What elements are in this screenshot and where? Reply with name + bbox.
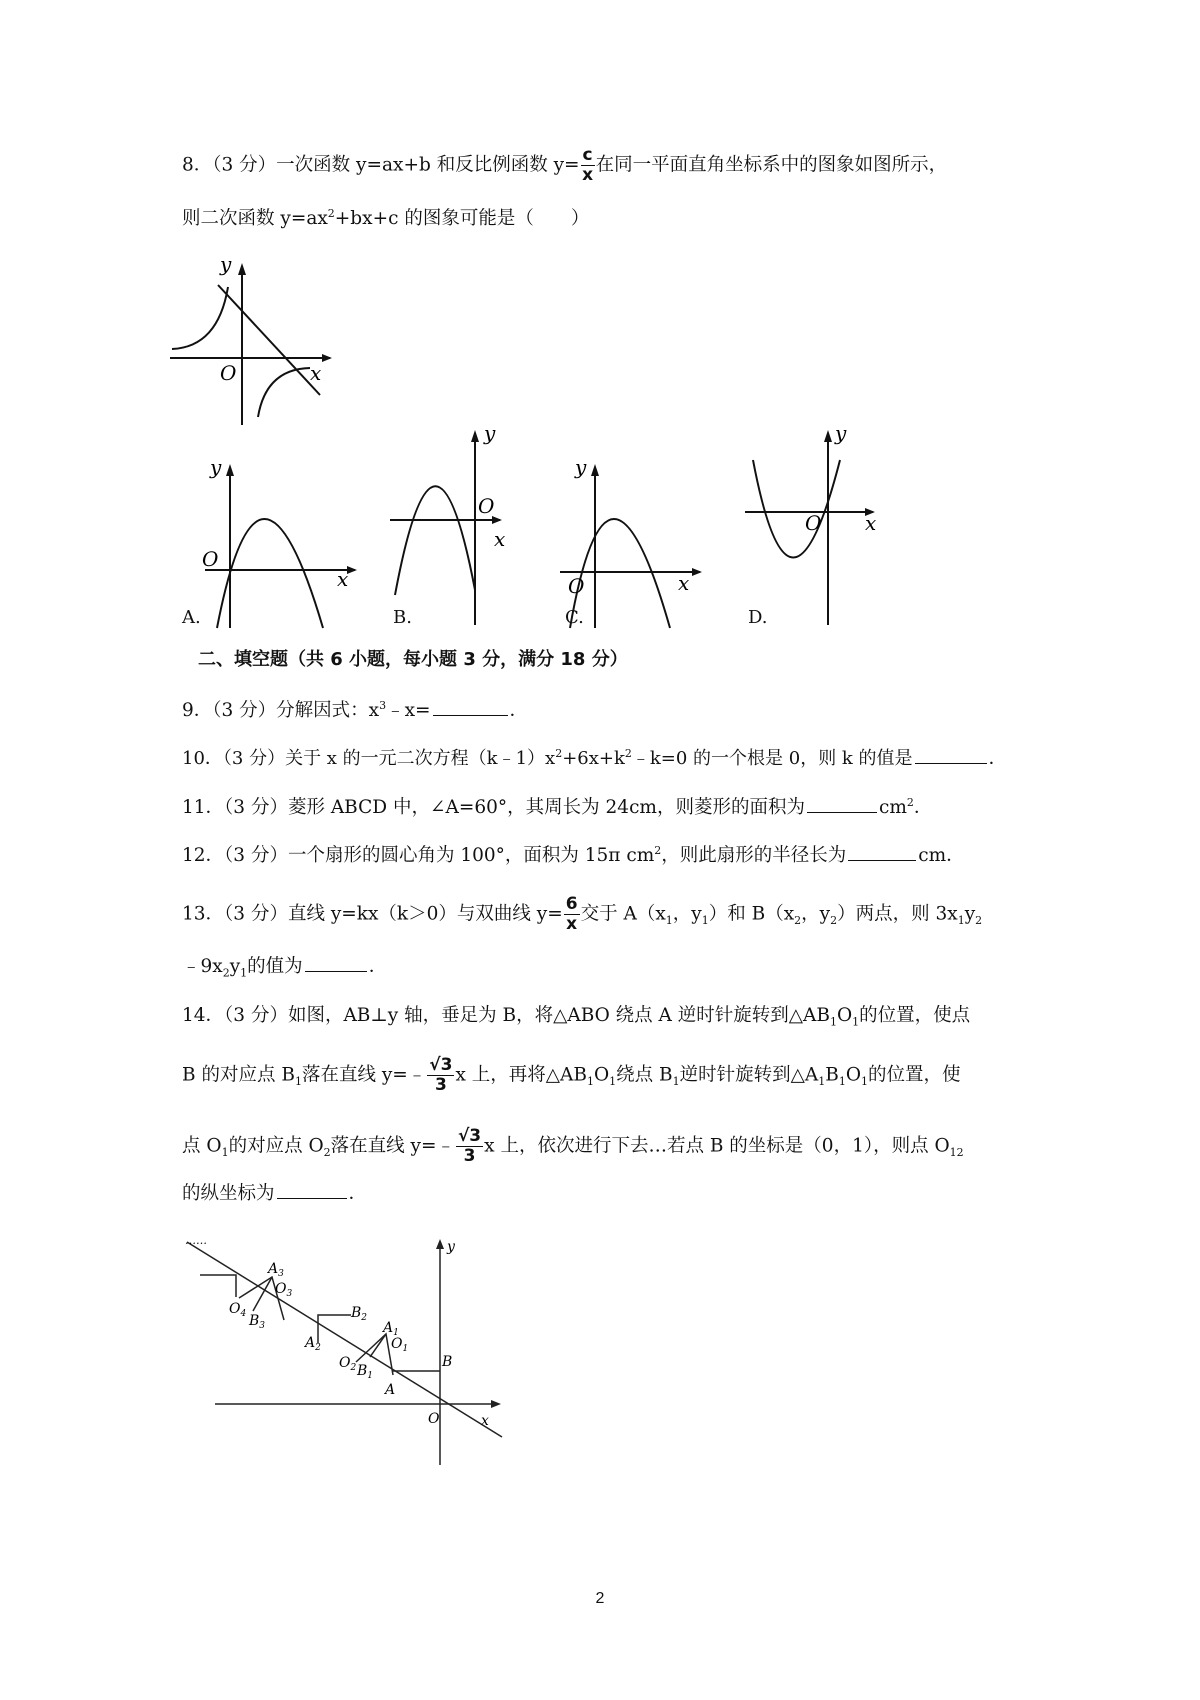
q8-option-d-label: D. xyxy=(748,607,768,628)
q10-answer-blank[interactable] xyxy=(915,745,987,764)
svg-text:O3: $O_3$ xyxy=(275,1281,293,1299)
section-heading: 二、填空题（共 6 小题，每小题 3 分，满分 18 分） xyxy=(198,649,628,670)
q11-answer-blank[interactable] xyxy=(807,794,877,813)
q8-line1: 8．（3 分）一次函数 y=ax+b 和反比例函数 y= $\frac{c}{x}$ 在同一平面直角坐标系中的图象如图所示， xyxy=(182,145,948,185)
q11: 11．（3 分）菱形 ABCD 中，∠A=60°，其周长为 24cm，则菱形的面积为 $cm^2$． xyxy=(182,795,933,818)
q14-line4: 的纵坐标为 ． xyxy=(182,1180,367,1207)
q14-figure xyxy=(175,1235,520,1470)
q9-answer-blank[interactable] xyxy=(433,697,508,716)
svg-text:O: O xyxy=(202,547,219,571)
q9: 9．（3 分）分解因式：$x^3﹣x=$ ． xyxy=(182,698,529,721)
q13-line2: $﹣9x_2y_1$的值为 ． xyxy=(182,953,387,980)
q14-answer-blank[interactable] xyxy=(277,1180,347,1199)
svg-text:y: y xyxy=(484,421,496,445)
svg-text:x: x xyxy=(310,361,322,385)
svg-text:y: y xyxy=(220,252,232,276)
q12: 12．（3 分）一个扇形的圆心角为 100°，面积为 15π $cm^2$，则此扇形的半径长为 cm． xyxy=(182,843,965,866)
q13-answer-blank[interactable] xyxy=(305,953,367,972)
svg-text:O2: $O_2$ xyxy=(339,1355,357,1373)
svg-text:B: B xyxy=(442,1354,453,1370)
q14-line2: B 的对应点 $B_1$落在直线 y=﹣ $\frac{√3}{3}$ x 上，再将$\triangle AB_1O_1$绕点 $B_1$逆时针旋转到$\triangle A_1B_1O_1$的位置，使 xyxy=(182,1055,961,1095)
q8-option-d-graph xyxy=(745,420,905,630)
svg-text:O: O xyxy=(805,511,822,535)
svg-text:O: O xyxy=(220,361,237,385)
q8-main-figure xyxy=(170,252,340,425)
svg-text:y: y xyxy=(575,455,587,479)
q14-line3: 点 $O_1$的对应点 $O_2$落在直线 y=﹣ $\frac{√3}{3}$ x 上，依次进行下去…若点 B 的坐标是（0，1），则点 $O_{12}$ xyxy=(182,1126,964,1166)
svg-text:A: A xyxy=(385,1382,396,1398)
q8-option-b-label: B. xyxy=(393,607,412,628)
svg-text:……: …… xyxy=(185,1234,207,1247)
svg-text:y: y xyxy=(447,1239,455,1255)
q8-option-c-label: C. xyxy=(565,607,584,628)
svg-text:x: x xyxy=(865,511,877,535)
svg-text:A3: $A_3$ xyxy=(268,1261,284,1279)
q14-sqrt-fraction-1: $\frac{√3}{3}$ xyxy=(429,1055,453,1095)
svg-text:O: O xyxy=(568,574,585,598)
svg-text:B1: $B_1$ xyxy=(357,1363,374,1381)
q8-option-a-graph xyxy=(202,450,355,630)
q12-answer-blank[interactable] xyxy=(848,842,916,861)
svg-text:A2: $A_2$ xyxy=(305,1335,321,1353)
q14-sqrt-fraction-2: $\frac{√3}{3}$ xyxy=(457,1126,482,1166)
svg-text:B2: $B_2$ xyxy=(351,1305,368,1323)
svg-text:A1: $A_1$ xyxy=(383,1320,399,1338)
svg-text:x: x xyxy=(678,571,690,595)
svg-text:B3: $B_3$ xyxy=(249,1313,266,1331)
page-number: 2 xyxy=(595,1590,605,1607)
svg-text:y: y xyxy=(835,421,847,445)
q8-option-b-graph xyxy=(390,420,550,630)
svg-text:O: O xyxy=(478,494,495,518)
q8-option-a-label: A. xyxy=(182,607,201,628)
svg-text:y: y xyxy=(210,455,222,479)
q13-fraction: $\frac{6}{x}$ xyxy=(565,894,578,934)
svg-text:O4: $O_4$ xyxy=(229,1301,247,1319)
svg-text:O: O xyxy=(428,1411,440,1427)
q8-option-c-graph xyxy=(560,450,720,630)
q13-line1: 13．（3 分）直线 y=kx（k＞0）与双曲线 y= $\frac{6}{x}$ 交于 $A(x_1$，$y_1$）和 $B(x_2$，$y_2$）两点，则 $3x_1y_2$ xyxy=(182,894,983,934)
q14-line1: 14．（3 分）如图，AB⊥y 轴，垂足为 B，将△ABO 绕点 A 逆时针旋转到$\triangle AB_1O_1$的位置，使点 xyxy=(182,1005,971,1029)
svg-text:x: x xyxy=(337,567,349,591)
svg-text:x: x xyxy=(481,1413,489,1429)
q8-line2: 则二次函数 $y=ax^2+bx+c$ 的图象可能是（ ） xyxy=(182,206,590,229)
svg-text:O1: $O_1$ xyxy=(391,1336,409,1354)
svg-text:x: x xyxy=(494,527,506,551)
q8-fraction: $\frac{c}{x}$ xyxy=(582,145,594,185)
q10: 10．（3 分）关于 x 的一元二次方程$(k﹣1)x^2+6x+k^2﹣k=0$ 的一个根是 0，则 k 的值是 ． xyxy=(182,747,1007,769)
